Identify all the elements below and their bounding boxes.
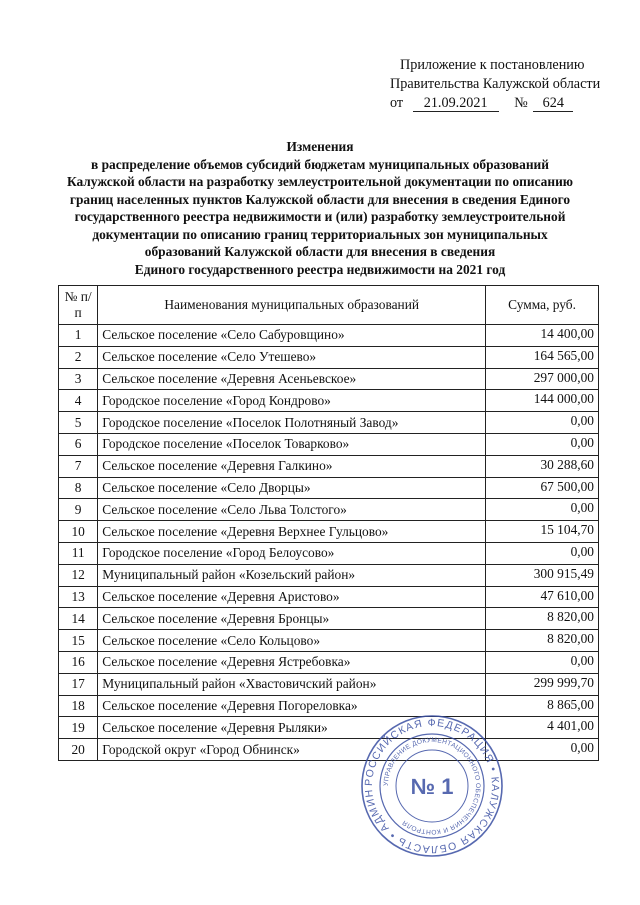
date-prefix: от [390, 95, 404, 111]
title-heading: Изменения [286, 139, 354, 154]
row-number: 15 [59, 630, 98, 652]
row-number: 7 [59, 455, 98, 477]
row-name: Сельское поселение «Село Сабуровщино» [98, 325, 486, 347]
document-title [40, 138, 600, 278]
row-name: Сельское поселение «Деревня Бронцы» [98, 608, 486, 630]
table-row [59, 564, 599, 586]
table-row [59, 630, 599, 652]
row-name: Сельское поселение «Деревня Верхнее Гульцово» [98, 521, 486, 543]
row-name: Сельское поселение «Деревня Аристово» [98, 586, 486, 608]
row-name: Сельское поселение «Село Утешево» [98, 346, 486, 368]
row-number: 16 [59, 651, 98, 673]
row-number: 6 [59, 433, 98, 455]
row-name: Сельское поселение «Деревня Погореловка» [98, 695, 486, 717]
appendix-line-2: Правительства Калужской области [390, 76, 601, 92]
row-number: 1 [59, 325, 98, 347]
title-line: границ населенных пунктов Калужской области для внесения в сведения Единого [69, 191, 571, 207]
header-num: № п/п [59, 286, 98, 325]
table-header-row [59, 286, 599, 325]
row-sum: 0,00 [486, 739, 599, 761]
row-number: 20 [59, 739, 98, 761]
table-row [59, 368, 599, 390]
table-row [59, 412, 599, 434]
svg-text:№ 1: № 1 [410, 774, 454, 799]
title-line: государственного реестра недвижимости и (или) разработку землеустроительной [74, 209, 566, 224]
table-row [59, 499, 599, 521]
row-number: 11 [59, 542, 98, 564]
appendix-header [390, 56, 625, 113]
row-name: Сельское поселение «Село Льва Толстого» [98, 499, 486, 521]
svg-text:УПРАВЛЕНИЕ ДОКУМЕНТАЦИОННОГО О: УПРАВЛЕНИЕ ДОКУМЕНТАЦИОННОГО ОБЕСПЕЧЕНИЯ И КОНТРОЛЯ [382, 736, 482, 836]
title-line: Единого государственного реестра недвижимости на 2021 год [134, 261, 506, 277]
table-row [59, 346, 599, 368]
row-sum: 0,00 [486, 651, 599, 673]
row-number: 10 [59, 521, 98, 543]
row-number: 9 [59, 499, 98, 521]
table-row [59, 651, 599, 673]
row-name: Городское поселение «Город Белоусово» [98, 542, 486, 564]
row-number: 12 [59, 564, 98, 586]
row-sum: 14 400,00 [486, 325, 599, 347]
number-sign: № [514, 95, 528, 111]
title-line: в распределение объемов субсидий бюджетам муниципальных образований [91, 156, 549, 172]
row-name: Муниципальный район «Козельский район» [98, 564, 486, 586]
row-sum: 164 565,00 [486, 346, 599, 368]
row-sum: 0,00 [486, 412, 599, 434]
row-number: 2 [59, 346, 98, 368]
table-row [59, 717, 599, 739]
row-number: 13 [59, 586, 98, 608]
row-name: Городской округ «Город Обнинск» [98, 739, 486, 761]
row-name: Сельское поселение «Деревня Ястребовка» [98, 651, 486, 673]
row-name: Городское поселение «Поселок Полотняный Завод» [98, 412, 486, 434]
row-sum: 47 610,00 [486, 586, 599, 608]
row-sum: 144 000,00 [486, 390, 599, 412]
table-body [59, 325, 599, 761]
header-name: Наименования муниципальных образований [98, 286, 486, 325]
header-sum: Сумма, руб. [486, 286, 599, 325]
table-row [59, 586, 599, 608]
title-line: Калужской области на разработку землеустроительной документации по описанию [66, 174, 574, 189]
row-sum: 0,00 [486, 542, 599, 564]
row-sum: 297 000,00 [486, 368, 599, 390]
table-row [59, 477, 599, 499]
seal-icon [358, 712, 506, 860]
subsidy-table [58, 285, 599, 761]
table-row [59, 695, 599, 717]
row-number: 17 [59, 673, 98, 695]
table-row [59, 739, 599, 761]
row-sum: 15 104,70 [486, 521, 599, 543]
row-name: Городское поселение «Поселок Товарково» [98, 433, 486, 455]
row-sum: 8 865,00 [486, 695, 599, 717]
row-number: 8 [59, 477, 98, 499]
row-sum: 4 401,00 [486, 717, 599, 739]
document-date: 21.09.2021 [413, 96, 499, 112]
title-line: документации по описанию границ территориальных зон муниципальных [92, 226, 548, 242]
row-name: Сельское поселение «Деревня Рыляки» [98, 717, 486, 739]
appendix-date-line [390, 94, 625, 113]
row-number: 3 [59, 368, 98, 390]
row-sum: 299 999,70 [486, 673, 599, 695]
table-row [59, 521, 599, 543]
row-name: Сельское поселение «Село Дворцы» [98, 477, 486, 499]
official-seal [358, 712, 506, 860]
table-row [59, 433, 599, 455]
svg-text:РОССИЙСКАЯ ФЕДЕРАЦИЯ • КАЛУЖСК: РОССИЙСКАЯ ФЕДЕРАЦИЯ • КАЛУЖСКАЯ ОБЛАСТЬ • АДМИН [362, 716, 502, 856]
title-line: образований Калужской области для внесения в сведения [144, 244, 496, 259]
row-name: Муниципальный район «Хвастовичский район» [98, 673, 486, 695]
appendix-line-1: Приложение к постановлению [400, 57, 585, 73]
row-sum: 300 915,49 [486, 564, 599, 586]
row-sum: 67 500,00 [486, 477, 599, 499]
table-row [59, 455, 599, 477]
row-number: 14 [59, 608, 98, 630]
table-row [59, 673, 599, 695]
document-number: 624 [533, 96, 573, 112]
table-row [59, 608, 599, 630]
row-name: Сельское поселение «Деревня Асеньевское» [98, 368, 486, 390]
row-number: 19 [59, 717, 98, 739]
table-row [59, 325, 599, 347]
row-number: 5 [59, 412, 98, 434]
row-sum: 30 288,60 [486, 455, 599, 477]
row-name: Сельское поселение «Деревня Галкино» [98, 455, 486, 477]
row-sum: 0,00 [486, 433, 599, 455]
row-sum: 8 820,00 [486, 630, 599, 652]
row-number: 4 [59, 390, 98, 412]
row-number: 18 [59, 695, 98, 717]
row-name: Сельское поселение «Село Кольцово» [98, 630, 486, 652]
row-sum: 0,00 [486, 499, 599, 521]
table-row [59, 390, 599, 412]
row-sum: 8 820,00 [486, 608, 599, 630]
row-name: Городское поселение «Город Кондрово» [98, 390, 486, 412]
table-row [59, 542, 599, 564]
